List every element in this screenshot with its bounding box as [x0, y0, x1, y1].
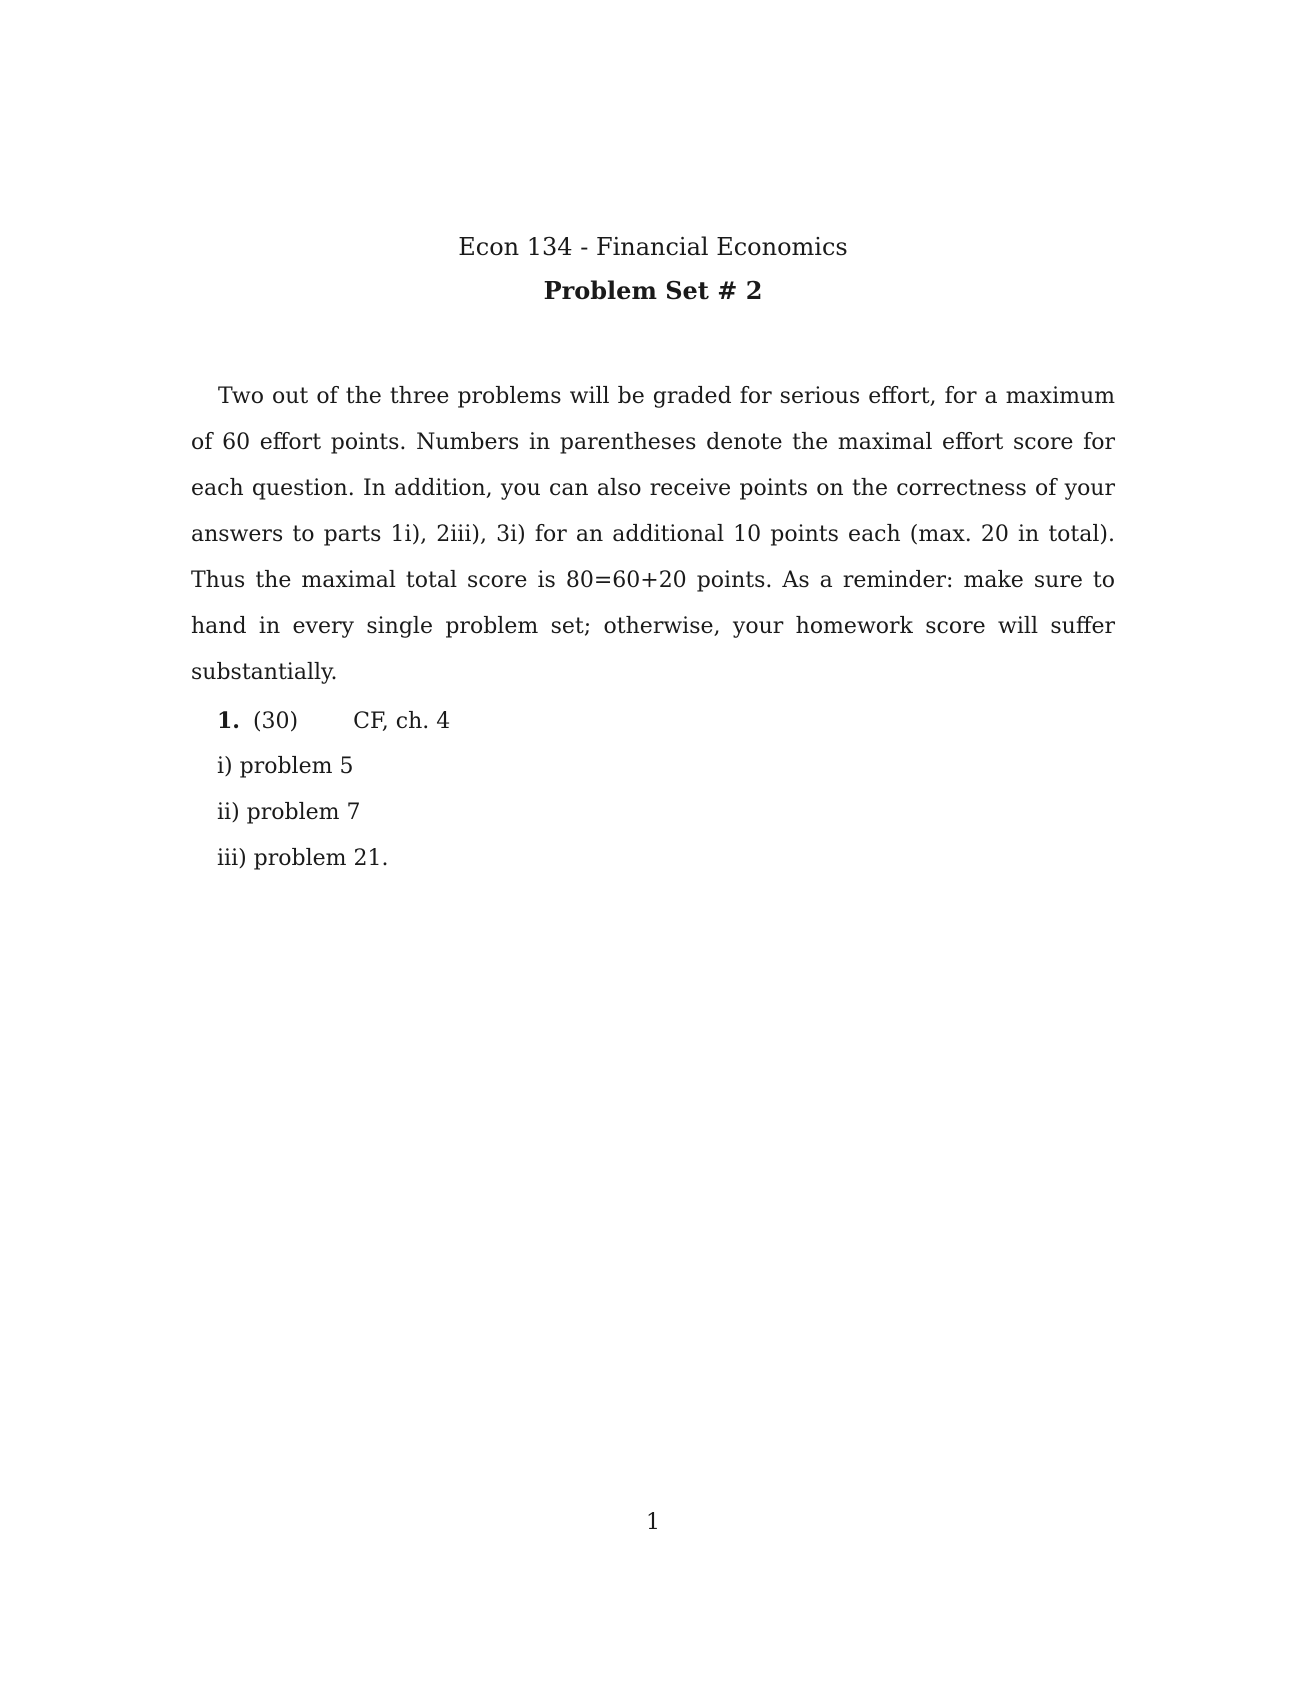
problem-part-ii: ii) problem 7 [217, 800, 361, 825]
problem-part-iii: iii) problem 21. [217, 846, 389, 871]
intro-paragraph: Two out of the three problems will be graded for serious effort, for a maximum of 60 effort points. Numbers in parentheses denote the maximal effort score for each question. In addition, you can also receive points on the correctness of your answers to parts 1i), 2iii), 3i) for an additional 10 points each (max. 20 in total). Thus the maximal total score is 80=60+20 points. As a reminder: make sure to hand in every single problem set; otherwise, your homework score will suffer substantially. [191, 384, 1115, 685]
problem-set-title: Problem Set # 2 [543, 276, 763, 305]
course-title: Econ 134 - Financial Economics [458, 233, 848, 261]
problem-points: (30) [252, 709, 299, 734]
page-number: 1 [646, 1510, 660, 1535]
problem-part-i: i) problem 5 [217, 754, 354, 779]
problem-number: 1. [217, 708, 240, 734]
problem-source: CF, ch. 4 [353, 709, 451, 734]
problem-1-heading [217, 706, 450, 737]
